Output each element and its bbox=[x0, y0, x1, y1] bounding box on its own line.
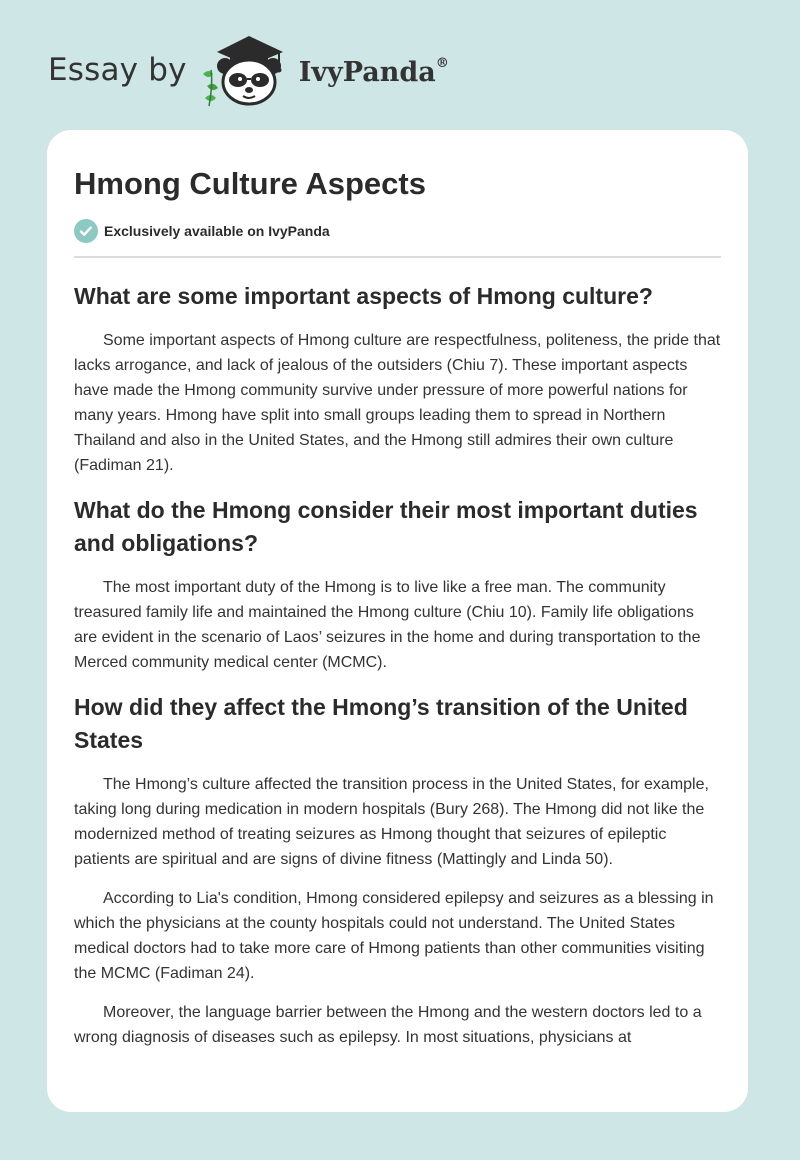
exclusive-badge bbox=[74, 218, 721, 244]
divider bbox=[74, 256, 721, 258]
essay-card bbox=[47, 130, 748, 1112]
badge-text: Exclusively available on IvyPanda bbox=[104, 223, 330, 239]
site-brand[interactable] bbox=[48, 30, 508, 110]
section-heading: How did they affect the Hmong’s transition of the United States bbox=[74, 694, 688, 753]
section-duties bbox=[74, 494, 721, 675]
paragraph: According to Lia's condition, Hmong considered epilepsy and seizures as a blessing in which the physicians at the county hospitals could not understand. The United States medical doctors had to take more care of Hmong patients than other communities visiting the MCMC (Fadiman 24). bbox=[74, 890, 714, 982]
paragraph: Some important aspects of Hmong culture are respectfulness, politeness, the pride that lacks arrogance, and lack of jealous of the outsiders (Chiu 7). These important aspects have made the Hmong community survive under pressure of more powerful nations for many years. Hmong have split into small groups leading them to spread in Northern Thailand and also in the United States, and the Hmong still admires their own culture (Fadiman 21). bbox=[74, 332, 721, 474]
brand-prefix: Essay by bbox=[48, 52, 187, 88]
brand-name: IvyPanda® bbox=[298, 55, 449, 88]
section-aspects bbox=[74, 280, 721, 478]
registered-mark: ® bbox=[435, 55, 449, 71]
section-heading: What do the Hmong consider their most important duties and obligations? bbox=[74, 497, 698, 556]
section-transition bbox=[74, 691, 721, 1050]
check-circle-icon bbox=[74, 219, 98, 243]
paragraph: Moreover, the language barrier between the Hmong and the western doctors led to a wrong diagnosis of diseases such as epilepsy. In most situations, physicians at bbox=[74, 1004, 702, 1046]
section-heading: What are some important aspects of Hmong culture? bbox=[74, 283, 653, 309]
paragraph: The Hmong’s culture affected the transition process in the United States, for example, taking long during medication in modern hospitals (Bury 268). The Hmong did not like the modernized method of treating seizures as Hmong thought that seizures of epileptic patients are spiritual and are signs of divine fitness (Mattingly and Linda 50). bbox=[74, 776, 709, 868]
paragraph: The most important duty of the Hmong is to live like a free man. The community treasured family life and maintained the Hmong culture (Chiu 10). Family life obligations are evident in the scenario of Laos’ seizures in the home and during transportation to the Merced community medical center (MCMC). bbox=[74, 579, 701, 671]
page-title: Hmong Culture Aspects bbox=[74, 166, 426, 201]
panda-graduate-icon bbox=[197, 30, 293, 110]
